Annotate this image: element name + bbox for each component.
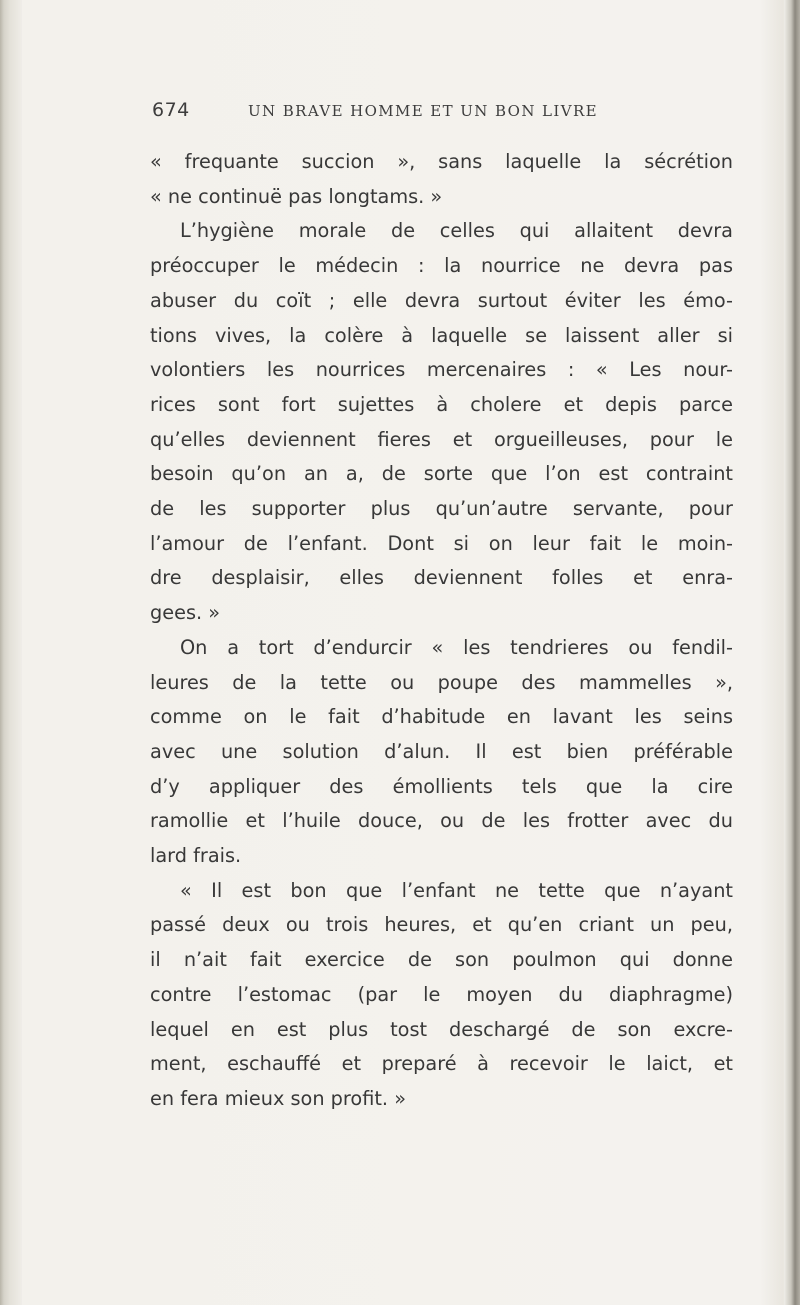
text-line: rices sont fort sujettes à cholere et depis parce [150,392,733,416]
text-line: avec une solution d’alun. Il est bien préférable [150,739,733,763]
text-line: l’amour de l’enfant. Dont si on leur fait le moin- [150,531,733,555]
text-line: abuser du coït ; elle devra surtout éviter les émo- [150,288,733,312]
page-right-edge [784,0,800,1305]
page-left-edge [0,0,22,1305]
text-line: On a tort d’endurcir « les tendrieres ou fendil- [180,635,733,659]
running-head: UN BRAVE HOMME ET UN BON LIVRE [248,102,599,120]
text-line: qu’elles deviennent fieres et orgueilleuses, pour le [150,427,733,451]
text-line: passé deux ou trois heures, et qu’en criant un peu, [150,913,733,937]
text-line: L’hygiène morale de celles qui allaitent devra [180,219,733,243]
text-line: tions vives, la colère à laquelle se laissent aller si [150,323,733,347]
text-line: dre desplaisir, elles deviennent folles et enra- [150,566,733,590]
text-line: en fera mieux son profit. » [150,1086,406,1110]
text-line: contre l’estomac (par le moyen du diaphragme) [150,982,733,1006]
page-header [152,99,712,129]
text-line: volontiers les nourrices mercenaires : « Les nour- [150,358,733,382]
text-line: leures de la tette ou poupe des mammelles », [150,670,733,694]
page-number: 674 [152,99,190,121]
text-line: « ne continuë pas longtams. » [150,184,443,208]
text-line: lard frais. [150,844,242,868]
text-line: préoccuper le médecin : la nourrice ne devra pas [150,254,733,278]
text-line: « frequante succion », sans laquelle la sécrétion [150,150,733,173]
text-line: d’y appliquer des émollients tels que la cire [150,774,733,798]
text-line: ment, eschauffé et preparé à recevoir le laict, et [150,1052,733,1076]
text-line: besoin qu’on an a, de sorte que l’on est contraint [150,462,733,486]
text-line: il n’ait fait exercice de son poulmon qui donne [150,948,733,972]
text-line: lequel en est plus tost deschargé de son excre- [150,1017,733,1041]
text-line: gees. » [150,601,221,625]
text-line: comme on le fait d’habitude en lavant les seins [150,705,733,729]
body-text [150,145,733,1117]
text-line: ramollie et l’huile douce, ou de les frotter avec du [150,809,733,833]
text-line: « Il est bon que l’enfant ne tette que n’ayant [180,878,733,902]
text-line: de les supporter plus qu’un’autre servante, pour [150,497,733,521]
